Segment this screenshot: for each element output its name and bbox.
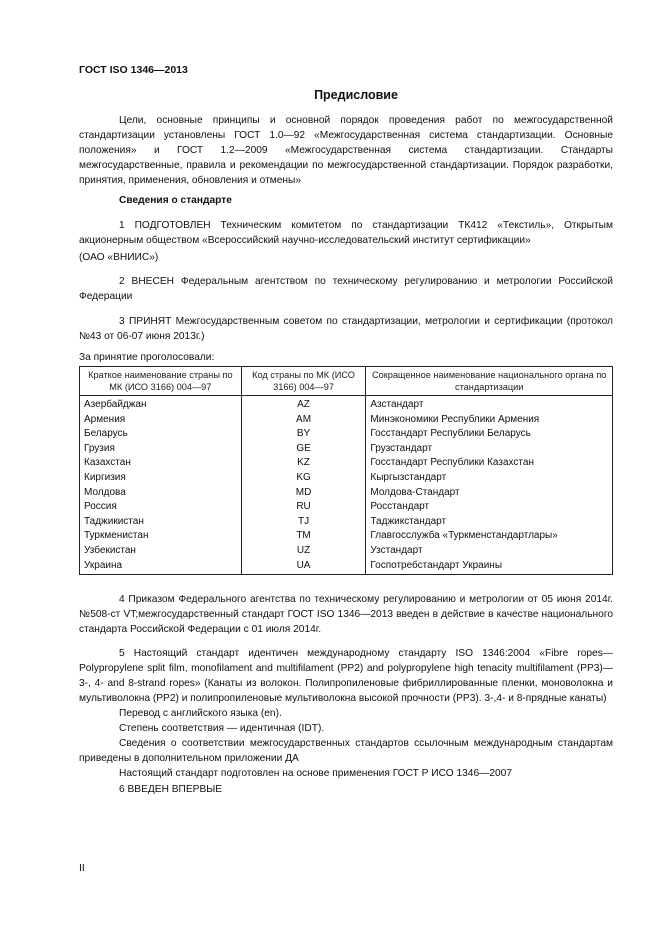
table-row	[80, 544, 613, 559]
country-cell: Россия	[80, 500, 242, 515]
table-row	[80, 456, 613, 471]
body-cell: Минэкономики Республики Армения	[366, 413, 613, 428]
item-4: 4 Приказом Федерального агентства по техническому регулированию и метрологии от 05 июня 2014г. №508-ст VT;межгосударственный стандарт ГОСТ ISO 1346—2013 введен в действие в качестве национального стандарта Российской Федерации с 01 июля 2014г.	[79, 594, 613, 635]
item-1-text: 1 ПОДГОТОВЛЕН Техническим комитетом по стандартизации ТК412 «Текстиль», Открытым акционерным обществом «Всероссийский научно-исследовательский институт сертификации»	[79, 220, 613, 246]
item-1	[79, 218, 613, 265]
country-cell: Украина	[80, 559, 242, 575]
item-6: 6 ВВЕДЕН ВПЕРВЫЕ	[119, 784, 223, 795]
body-cell: Грузстандарт	[366, 442, 613, 457]
code-cell: BY	[241, 427, 366, 442]
column-header-country: Краткое наименование страны по МК (ИСО 3166) 004—97	[80, 367, 242, 396]
section-heading: Сведения о стандарте	[119, 195, 232, 206]
item-2: 2 ВНЕСЕН Федеральным агентством по техническому регулированию и метрологии Российской Федерации	[79, 276, 613, 302]
table-row	[80, 515, 613, 530]
country-cell: Молдова	[80, 486, 242, 501]
column-header-code: Код страны по МК (ИСО 3166) 004—97	[241, 367, 366, 396]
body-cell: Азстандарт	[366, 396, 613, 413]
code-cell: AZ	[241, 396, 366, 413]
table-row	[80, 427, 613, 442]
code-cell: KG	[241, 471, 366, 486]
item-1-org: (ОАО «ВНИИС»)	[79, 252, 159, 263]
column-header-body: Сокращенное наименование национального органа по стандартизации	[366, 367, 613, 396]
body-cell: Госстандарт Республики Беларусь	[366, 427, 613, 442]
table-row	[80, 529, 613, 544]
item-5-basis: Настоящий стандарт подготовлен на основе применения ГОСТ Р ИСО 1346—2007	[119, 768, 512, 779]
item-5-text: 5 Настоящий стандарт идентичен международному стандарту ISO 1346:2004 «Fibre ropes— Polypropylene split film, monofilament and multifilament (PP2) and polypropylene high tenacity multifilament (PP3)—3-, 4- and 8-strand ropes» (Канаты из волокон. Полипропиленовые фибриллированные пленки, моноволокна и мультиволокна (PP2) и полипропиленовые мультиволокна высокой прочности (PP3). 3-,4- и 8-прядные канаты)	[79, 648, 613, 704]
country-cell: Грузия	[80, 442, 242, 457]
body-cell: Госстандарт Республики Казахстан	[366, 456, 613, 471]
table-row	[80, 442, 613, 457]
country-cell: Туркменистан	[80, 529, 242, 544]
table-row	[80, 486, 613, 501]
code-cell: KZ	[241, 456, 366, 471]
country-cell: Армения	[80, 413, 242, 428]
country-cell: Беларусь	[80, 427, 242, 442]
body-cell: Кыргызстандарт	[366, 471, 613, 486]
item-5-translation: Перевод с английского языка (en).	[119, 708, 282, 719]
body-cell: Росстандарт	[366, 500, 613, 515]
code-cell: TJ	[241, 515, 366, 530]
code-cell: UA	[241, 559, 366, 575]
code-cell: AM	[241, 413, 366, 428]
table-row	[80, 413, 613, 428]
body-cell: Узстандарт	[366, 544, 613, 559]
country-cell: Азербайджан	[80, 396, 242, 413]
table-row	[80, 396, 613, 413]
votes-table	[79, 366, 613, 575]
code-cell: RU	[241, 500, 366, 515]
code-cell: MD	[241, 486, 366, 501]
intro-paragraph: Цели, основные принципы и основной порядок проведения работ по межгосударственной стандартизации установлены ГОСТ 1.0—92 «Межгосударственная система стандартизации. Основные положения» и ГОСТ 1.2—2009 «Межгосударственная система стандартизации. Стандарты межгосударственные, правила и рекомендации по межгосударственной стандартизации. Порядок разработки, принятия, применения, обновления и отмены»	[79, 115, 613, 186]
country-cell: Киргизия	[80, 471, 242, 486]
body-cell: Таджикстандарт	[366, 515, 613, 530]
page-number: II	[79, 862, 85, 874]
table-row	[80, 471, 613, 486]
item-5-degree: Степень соответствия — идентичная (IDT).	[119, 723, 325, 734]
item-5-references: Сведения о соответствии межгосударственных стандартов ссылочным международным стандартам приведены в дополнительном приложении ДА	[79, 738, 613, 764]
table-row	[80, 559, 613, 575]
page-title: Предисловие	[314, 88, 398, 102]
country-cell: Казахстан	[80, 456, 242, 471]
table-header-row	[80, 367, 613, 396]
country-cell: Таджикистан	[80, 515, 242, 530]
document-header: ГОСТ ISO 1346—2013	[79, 64, 188, 76]
country-cell: Узбекистан	[80, 544, 242, 559]
table-row	[80, 500, 613, 515]
code-cell: UZ	[241, 544, 366, 559]
votes-caption: За принятие проголосовали:	[79, 352, 215, 363]
item-3: 3 ПРИНЯТ Межгосударственным советом по стандартизации, метрологии и сертификации (протокол №43 от 06-07 июня 2013г.)	[79, 316, 613, 342]
code-cell: GE	[241, 442, 366, 457]
body-cell: Молдова-Стандарт	[366, 486, 613, 501]
body-cell: Госпотребстандарт Украины	[366, 559, 613, 575]
body-cell: Главгосслужба «Туркменстандартлары»	[366, 529, 613, 544]
item-5	[79, 646, 613, 781]
code-cell: TM	[241, 529, 366, 544]
